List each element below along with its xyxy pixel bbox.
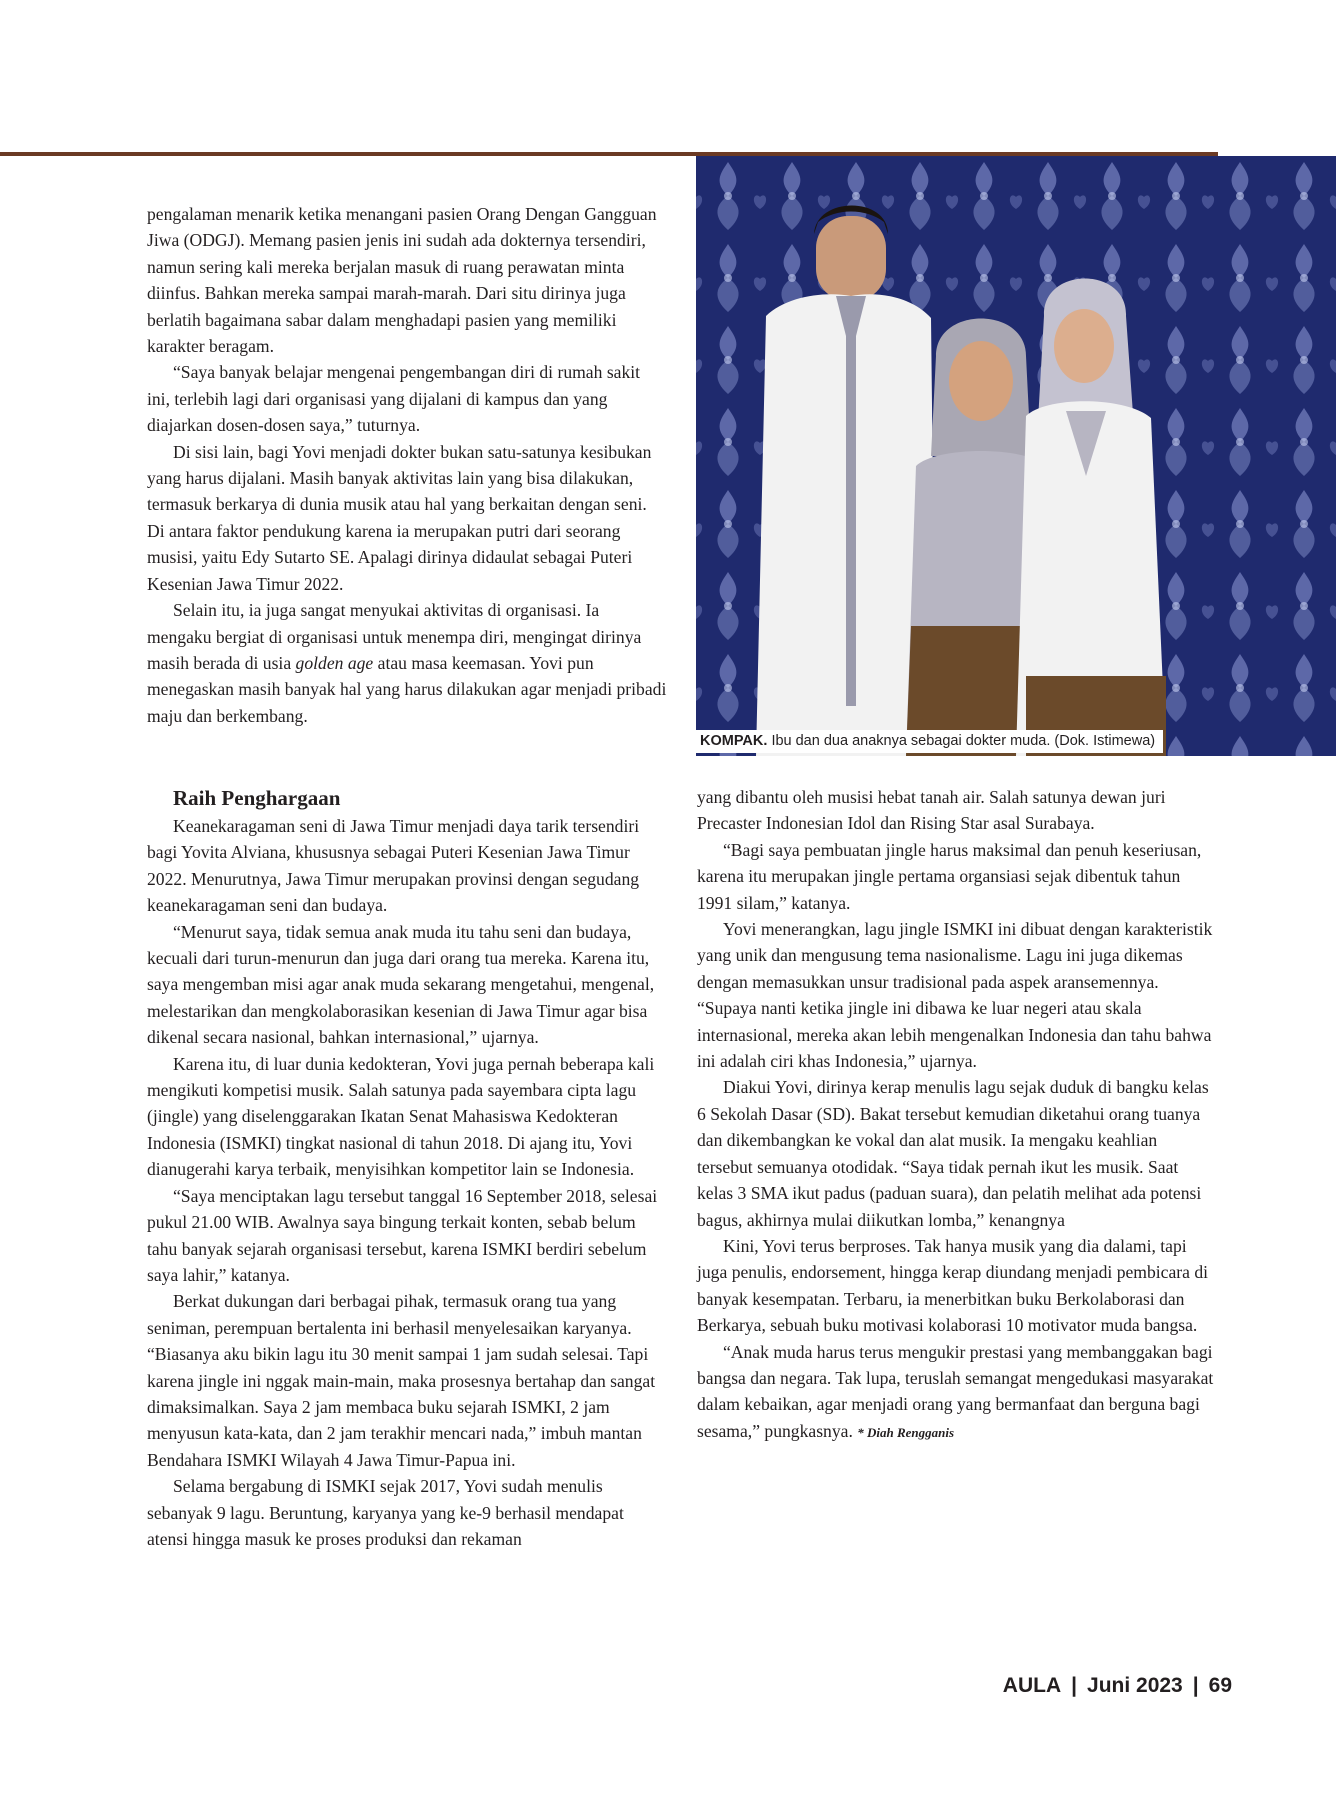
- article-column-3: [697, 784, 1217, 1446]
- paragraph-text: “Anak muda harus terus mengukir prestasi yang membanggakan bagi bangsa dan negara. Tak lupa, teruslah semangat mengedukasi masyarakat dalam kebaikan, agar menjadi orang yang bermanfaat dan berguna bagi sesama,” pungkasnya.: [697, 1341, 1214, 1441]
- paragraph: “Bagi saya pembuatan jingle harus maksimal dan penuh keseriusan, karena itu merupakan jingle pertama organsiasi sejak dibentuk tahun 1991 silam,” katanya.: [697, 839, 1202, 913]
- paragraph: pengalaman menarik ketika menangani pasien Orang Dengan Gangguan Jiwa (ODGJ). Memang pasien jenis ini sudah ada dokternya tersendiri, namun sering kali mereka berjalan masuk di ruang perawatan minta diinfus. Bahkan mereka sampai marah-marah. Dari situ dirinya juga berlatih bagaimana sabar dalam menghadapi pasien yang memiliki karakter beragam.: [147, 204, 657, 357]
- paragraph: Keanekaragaman seni di Jawa Timur menjadi daya tarik tersendiri bagi Yovita Alviana, khususnya sebagai Puteri Kesenian Jawa Timur 2022. Menurutnya, Jawa Timur merupakan provinsi dengan segudang keanekaragaman seni dan budaya.: [147, 816, 640, 916]
- photo-caption: [696, 730, 1163, 753]
- caption-text: Ibu dan dua anaknya sebagai dokter muda. (Dok. Istimewa): [771, 733, 1156, 749]
- family-photo: [696, 156, 1336, 756]
- paragraph-text: Selain itu, ia juga sangat menyukai aktivitas di organisasi. Ia mengaku bergiat di organisasi untuk menempa diri, mengingat dirinya masih berada di usia: [147, 600, 642, 673]
- section-heading: Raih Penghargaan: [173, 786, 341, 810]
- paragraph: Karena itu, di luar dunia kedokteran, Yovi juga pernah beberapa kali mengikuti kompetisi musik. Salah satunya pada sayembara cipta lagu (jingle) yang diselenggarakan Ikatan Senat Mahasiswa Kedokteran Indonesia (ISMKI) tingkat nasional di tahun 2018. Di ajang itu, Yovi dianugerahi karya terbaik, menyisihkan kompetitor lain se Indonesia.: [147, 1053, 655, 1180]
- paragraph: Di sisi lain, bagi Yovi menjadi dokter bukan satu-satunya kesibukan yang harus dijalani. Masih banyak aktivitas lain yang bisa dilakukan, termasuk berkarya di dunia musik atau hal yang berkaitan dengan seni. Di antara faktor pendukung karena ia merupakan putri dari seorang musisi, yaitu Edy Sutarto SE. Apalagi dirinya didaulat sebagai Puteri Kesenian Jawa Timur 2022.: [147, 441, 652, 594]
- magazine-name: AULA: [1002, 1674, 1062, 1697]
- photo-illustration: [696, 156, 1336, 756]
- paragraph: “Menurut saya, tidak semua anak muda itu tahu seni dan budaya, kecuali dari turun-menurun dan juga dari orang tua mereka. Karena itu, saya mengemban misi agar anak muda sekarang mengetahui, mengenal, melestarikan dan mengkolaborasikan kesenian di Jawa Timur agar bisa dikenal secara nasional, bahkan internasional,” ujarnya.: [147, 921, 655, 1048]
- issue-date: Juni 2023: [1087, 1674, 1183, 1697]
- paragraph: Selama bergabung di ISMKI sejak 2017, Yovi sudah menulis sebanyak 9 lagu. Beruntung, karyanya yang ke-9 berhasil mendapat atensi hingga masuk ke proses produksi dan rekaman: [147, 1476, 624, 1549]
- paragraph: Berkat dukungan dari berbagai pihak, termasuk orang tua yang seniman, perempuan bertalenta ini berhasil menyelesaikan karyanya. “Biasanya aku bikin lagu itu 30 menit sampai 1 jam sudah selesai. Tapi karena jingle ini nggak main-main, maka prosesnya bertahap dan sangat dimaksimalkan. Saya 2 jam membaca buku sejarah ISMKI, 2 jam menyusun kata-kata, dan 2 jam terakhir mencari nada,” imbuh mantan Bendahara ISMKI Wilayah 4 Jawa Timur-Papua ini.: [147, 1291, 656, 1470]
- italic-term: golden age: [295, 652, 374, 673]
- paragraph-text: atau masa keemasan. Yovi pun menegaskan masih banyak hal yang harus dilakukan agar menjadi pribadi maju dan berkembang.: [147, 652, 667, 726]
- paragraph: [697, 1339, 1217, 1447]
- footer-separator: |: [1071, 1674, 1078, 1697]
- footer-separator: |: [1192, 1674, 1199, 1697]
- paragraph: Diakui Yovi, dirinya kerap menulis lagu sejak duduk di bangku kelas 6 Sekolah Dasar (SD). Bakat tersebut kemudian diketahui orang tuanya dan dikembangkan ke vokal dan alat musik. Ia mengaku keahlian tersebut semuanya otodidak. “Saya tidak pernah ikut les musik. Saat kelas 3 SMA ikut padus (paduan suara), dan pelatih melihat ada potensi bagus, akhirnya mulai diikutkan lomba,” kenangnya: [697, 1077, 1209, 1230]
- article-column-2: [147, 784, 667, 1552]
- paragraph: [147, 597, 667, 729]
- page-number: 69: [1208, 1674, 1232, 1697]
- paragraph: “Saya menciptakan lagu tersebut tanggal 16 September 2018, selesai pukul 21.00 WIB. Awalnya saya bingung terkait konten, sebab belum tahu banyak sejarah organisasi tersebut, karena ISMKI berdiri sebelum saya lahir,” katanya.: [147, 1185, 658, 1285]
- caption-label: KOMPAK.: [700, 733, 768, 749]
- paragraph: yang dibantu oleh musisi hebat tanah air. Salah satunya dewan juri Precaster Indonesian Idol dan Rising Star asal Surabaya.: [697, 787, 1166, 834]
- paragraph: Yovi menerangkan, lagu jingle ISMKI ini dibuat dengan karakteristik yang unik dan mengusung tema nasionalisme. Lagu ini juga dikemas dengan memasukkan unsur tradisional pada aspek aransemennya. “Supaya nanti ketika jingle ini dibawa ke luar negeri atau skala internasional, mereka akan lebih mengenalkan Indonesia dan tahu bahwa ini adalah ciri khas Indonesia,” ujarnya.: [697, 919, 1213, 1072]
- page-footer: [1003, 1674, 1232, 1698]
- paragraph: Kini, Yovi terus berproses. Tak hanya musik yang dia dalami, tapi juga penulis, endorsement, hingga kerap diundang menjadi pembicara di banyak kesempatan. Terbaru, ia menerbitkan buku Berkolaborasi dan Berkarya, sebuah buku motivasi kolaborasi 10 motivator muda bangsa.: [697, 1235, 1209, 1336]
- paragraph: “Saya banyak belajar mengenai pengembangan diri di rumah sakit ini, terlebih lagi dari organisasi yang dijalani di kampus dan yang diajarkan dosen-dosen saya,” tuturnya.: [147, 362, 641, 436]
- author-byline: * Diah Rengganis: [857, 1424, 955, 1440]
- article-column-1: [147, 201, 667, 729]
